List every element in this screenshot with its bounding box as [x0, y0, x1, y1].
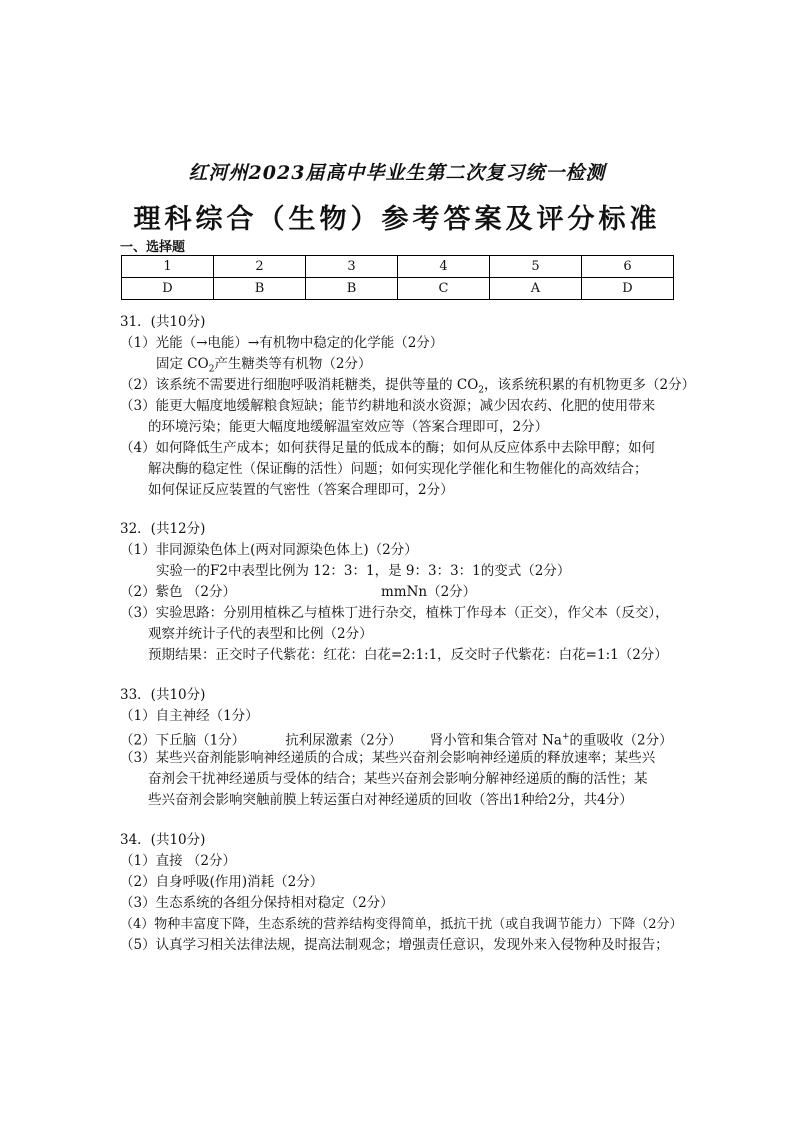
answer-line: 预期结果：正交时子代紫花：红花：白花=2:1:1，反交时子代紫花：白花=1:1（2分） — [148, 647, 668, 663]
answer-line: 些兴奋剂会影响突触前膜上转运蛋白对神经递质的回收（答出1种给2分，共4分） — [148, 792, 633, 808]
question-34-block — [120, 830, 683, 956]
answer-line: （2）该系统不需要进行细胞呼吸消耗糖类，提供等量的 $CO_2$，该系统积累的有机物更多（2分） — [120, 377, 696, 396]
answer-line: 解决酶的稳定性（保证酶的活性）问题；如何实现化学催化和生物催化的高效结合； — [148, 461, 648, 477]
answer-line: （1）直接 （2分） — [120, 853, 236, 869]
choice-answer-table — [121, 255, 674, 300]
question-number: 4 — [398, 256, 490, 278]
question-number: 2 — [214, 256, 306, 278]
question-33-block — [120, 685, 680, 811]
question-32-block — [120, 519, 680, 666]
choice-answer: C — [398, 278, 490, 300]
answer-line: （3）某些兴奋剂能影响神经递质的合成；某些兴奋剂会影响神经递质的释放速率；某些兴 — [120, 750, 656, 766]
answer-line: （4）物种丰富度下降，生态系统的营养结构变得简单，抵抗干扰（或自我调节能力）下降（2分） — [120, 917, 683, 932]
choice-answer: D — [122, 278, 214, 300]
answer-line: （3）能更大幅度地缓解粮食短缺；能节约耕地和淡水资源；减少因农药、化肥的使用带来 — [120, 398, 656, 414]
table-row-answers — [122, 278, 674, 300]
answer-line: （3）实验思路：分别用植株乙与植株丁进行杂交，植株丁作母本（正交），作父本（反交）， — [120, 605, 669, 621]
answer-line: （1）光能（→电能）→有机物中稳定的化学能（2分） — [120, 335, 444, 351]
answer-line: 的环境污染；能更大幅度地缓解温室效应等（答案合理即可，2分） — [148, 419, 549, 435]
answer-line: 实验一的F2中表型比例为 12：3：1，是 9：3：3：1的变式（2分） — [156, 563, 571, 579]
choice-answer: B — [306, 278, 398, 300]
question-heading: 32．(共12分) — [120, 521, 206, 537]
answer-key-title: 理科综合（生物）参考答案及评分标准 — [133, 204, 661, 235]
answer-line: 如何保证反应装置的气密性（答案合理即可，2分） — [148, 482, 454, 498]
section-heading-choice: 一、选择题 — [120, 240, 186, 255]
answer-line: （1）非同源染色体上(两对同源染色体上)（2分） — [120, 542, 418, 558]
question-number: 3 — [306, 256, 398, 278]
choice-answer: D — [582, 278, 674, 300]
question-heading: 34．(共10分) — [120, 832, 206, 848]
choice-answer: A — [490, 278, 582, 300]
question-heading: 31．(共10分) — [120, 314, 206, 330]
table-row-numbers — [122, 256, 674, 278]
exam-title: 红河州2023届高中毕业生第二次复习统一检测 — [188, 162, 606, 184]
answer-line: （4）如何降低生产成本；如何获得足量的低成本的酶；如何从反应体系中去除甲醇；如何 — [120, 440, 656, 456]
question-number: 1 — [122, 256, 214, 278]
answer-line: （2）下丘脑（1分） 抗利尿激素（2分） 肾小管和集合管对 Na+的重吸收（2分） — [120, 732, 673, 749]
answer-line: （2）自身呼吸(作用)消耗（2分） — [120, 874, 324, 890]
question-number: 6 — [582, 256, 674, 278]
answer-line: （3）生态系统的各组分保持相对稳定（2分） — [120, 895, 394, 911]
answer-line: （1）自主神经（1分） — [120, 708, 259, 724]
answer-line: （5）认真学习相关法律法规，提高法制观念；增强责任意识，发现外来入侵物种及时报告； — [120, 937, 669, 953]
answer-line: 固定 $CO_2$产生糖类等有机物（2分） — [156, 356, 372, 375]
choice-answer: B — [214, 278, 306, 300]
answer-line: （2）紫色 （2分） mmNn（2分） — [120, 584, 477, 600]
answer-line: 观察并统计子代的表型和比例（2分） — [148, 626, 373, 642]
question-31-block — [120, 312, 696, 501]
question-heading: 33．(共10分) — [120, 687, 206, 703]
question-number: 5 — [490, 256, 582, 278]
answer-line: 奋剂会干扰神经递质与受体的结合；某些兴奋剂会影响分解神经递质的酶的活性；某 — [148, 771, 648, 787]
